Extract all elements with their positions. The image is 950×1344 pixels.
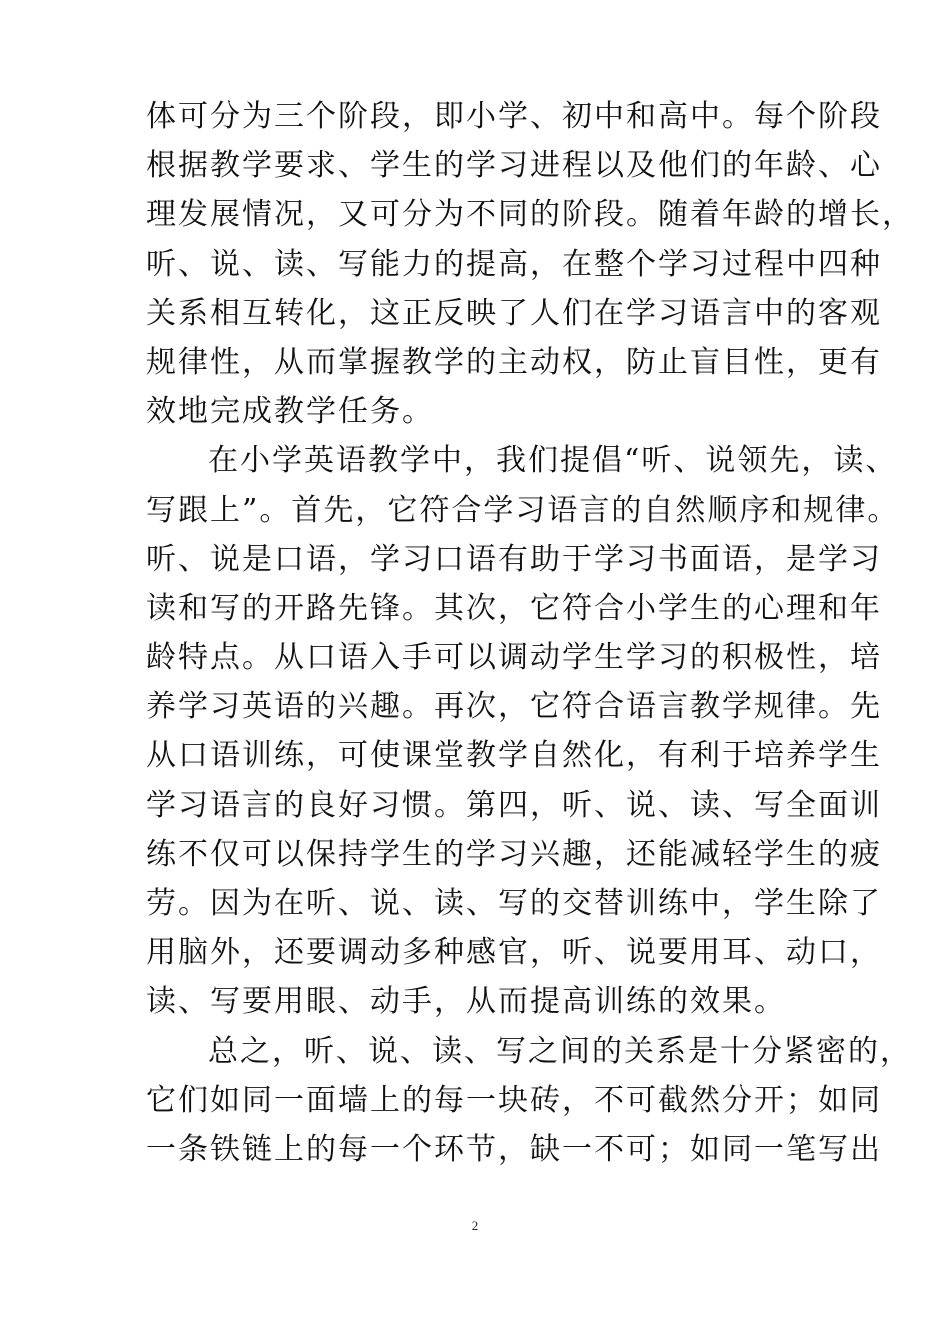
text-line: 读和写的开路先锋。其次，它符合小学生的心理和年 <box>146 590 882 626</box>
text-line: 总之，听、说、读、写之间的关系是十分紧密的， <box>208 1033 912 1069</box>
text-line: 用脑外，还要调动多种感官，听、说要用耳、动口， <box>146 935 882 971</box>
text-line: 理发展情况，又可分为不同的阶段。随着年龄的增长， <box>146 197 914 233</box>
text-line: 听、说、读、写能力的提高，在整个学习过程中四种 <box>146 246 882 282</box>
text-line: 效地完成教学任务。 <box>146 394 434 430</box>
text-line: 养学习英语的兴趣。再次，它符合语言教学规律。先 <box>146 689 882 725</box>
text-line: 它们如同一面墙上的每一块砖，不可截然分开；如同 <box>146 1082 882 1118</box>
text-line: 体可分为三个阶段，即小学、初中和高中。每个阶段 <box>146 99 882 134</box>
body-text <box>146 92 914 1174</box>
text-line: 读、写要用眼、动手，从而提高训练的效果。 <box>146 984 786 1020</box>
text-line: 规律性，从而掌握教学的主动权，防止盲目性，更有 <box>146 344 882 380</box>
text-line: 龄特点。从口语入手可以调动学生学习的积极性，培 <box>146 640 882 676</box>
page-number: 2 <box>471 1218 479 1233</box>
text-line: 在小学英语教学中，我们提倡“听、说领先，读、 <box>208 443 898 479</box>
text-line: 一条铁链上的每一个环节，缺一不可；如同一笔写出 <box>146 1131 882 1167</box>
text-line: 学习语言的良好习惯。第四，听、说、读、写全面训 <box>146 787 882 823</box>
text-line: 关系相互转化，这正反映了人们在学习语言中的客观 <box>146 295 882 331</box>
text-line: 练不仅可以保持学生的学习兴趣，还能减轻学生的疲 <box>146 836 882 872</box>
text-line: 写跟上”。首先，它符合学习语言的自然顺序和规律。 <box>146 492 900 528</box>
text-line: 从口语训练，可使课堂教学自然化，有利于培养学生 <box>146 738 882 774</box>
text-line: 根据教学要求、学生的学习进程以及他们的年龄、心 <box>146 148 882 184</box>
text-line: 听、说是口语，学习口语有助于学习书面语，是学习 <box>146 541 882 577</box>
text-line: 劳。因为在听、说、读、写的交替训练中，学生除了 <box>146 886 882 921</box>
